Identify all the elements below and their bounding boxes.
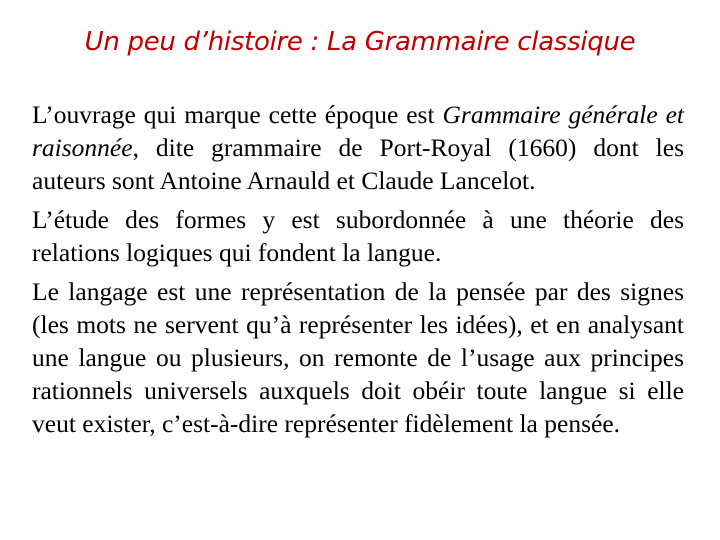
paragraph-port-royal-lead: L’ouvrage qui marque cette époque est xyxy=(32,100,443,129)
paragraph-language-representation: Le langage est une représentation de la pensée par des signes (les mots ne servent qu’à représenter les idées), et en analysant une langue ou plusieurs, on remonte de l’usage aux principes rationnels universels auxquels doit obéir toute langue si elle veut exister, c’est-à-dire représenter fidèlement la pensée. xyxy=(32,277,684,438)
paragraph-port-royal-tail: , dite grammaire de Port-Royal (1660) dont les auteurs sont Antoine Arnauld et Claude Lancelot. xyxy=(32,133,684,195)
slide-body xyxy=(32,98,684,446)
book-title: Grammaire générale et raisonnée xyxy=(32,100,684,162)
paragraph-study-of-forms: L’étude des formes y est subordonnée à une théorie des relations logiques qui fondent la langue. xyxy=(32,205,684,267)
paragraph-port-royal xyxy=(32,98,684,197)
slide-title: Un peu d’histoire : La Grammaire classique xyxy=(84,27,636,57)
